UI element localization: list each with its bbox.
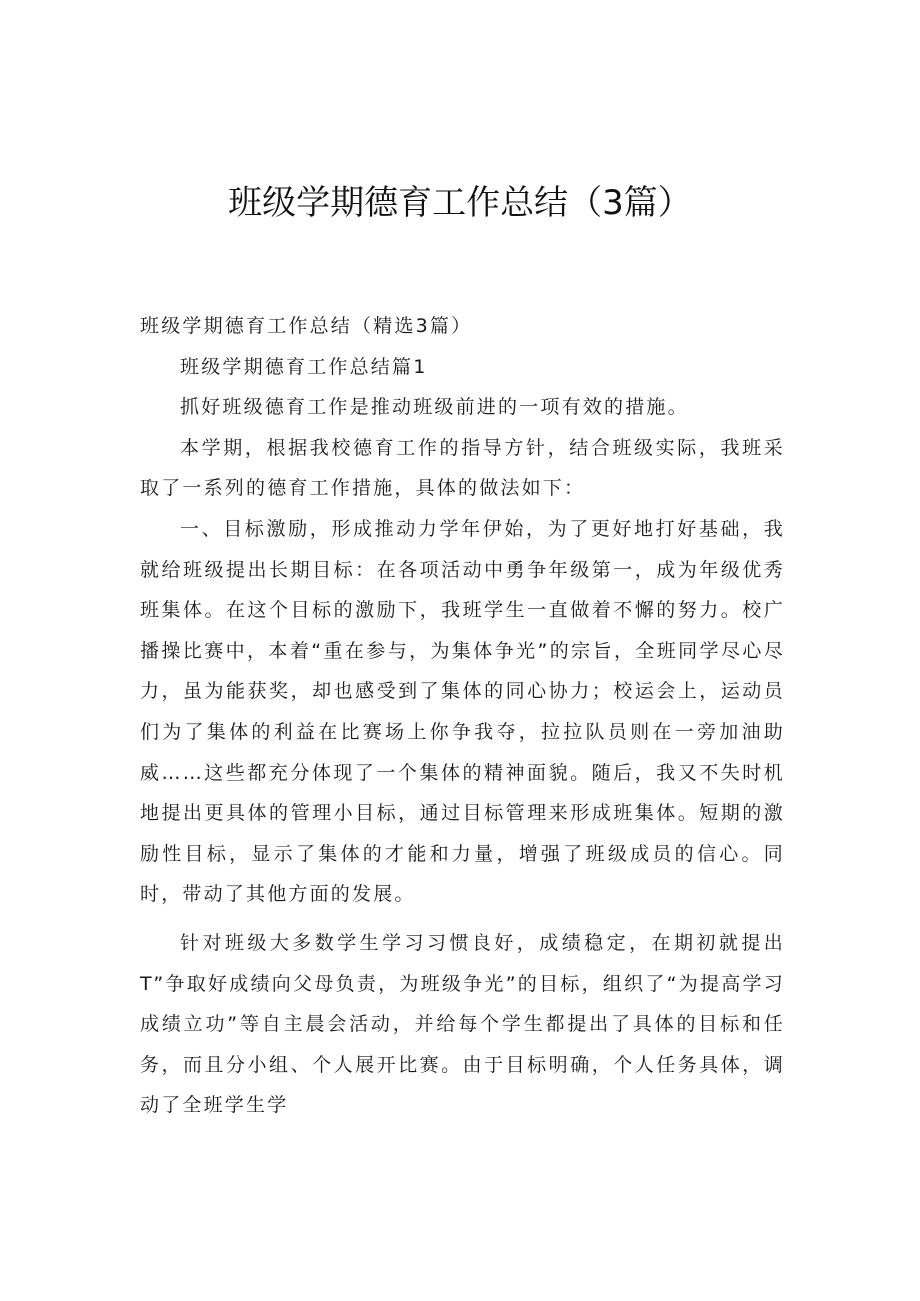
paragraph-subtitle: 班级学期德育工作总结（精选3篇） — [140, 315, 473, 337]
paragraph: 本学期，根据我校德育工作的指导方针，结合班级实际，我班采取了一系列的德育工作措施，具体的做法如下： — [140, 436, 785, 500]
paragraph-section-heading: 班级学期德育工作总结篇1 — [180, 355, 428, 378]
document-title: 班级学期德育工作总结（3篇） — [228, 182, 692, 223]
paragraph: 一、目标激励，形成推动力学年伊始，为了更好地打好基础，我就给班级提出长期目标：在各项活动中勇争年级第一，成为年级优秀班集体。在这个目标的激励下，我班学生一直做着不懈的努力。校广播操比赛中，本着“重在参与，为集体争光”的宗旨，全班同学尽心尽力，虽为能获奖，却也感受到了集体的同心协力；校运会上，运动员们为了集体的利益在比赛场上你争我夺，拉拉队员则在一旁加油助威……这些都充分体现了一个集体的精神面貌。随后，我又不失时机地提出更具体的管理小目标，通过目标管理来形成班集体。短期的激励性目标，显示了集体的才能和力量，增强了班级成员的信心。同时，带动了其他方面的发展。 — [140, 517, 785, 906]
paragraph: 抓好班级德育工作是推动班级前进的一项有效的措施。 — [180, 396, 689, 419]
document-body — [140, 306, 785, 1126]
paragraph: 针对班级大多数学生学习习惯良好，成绩稳定，在期初就提出T”争取好成绩向父母负责，为班级争光”的目标，组织了“为提高学习成绩立功”等自主晨会活动，并给每个学生都提出了具体的目标和任务，而且分小组、个人展开比赛。由于目标明确，个人任务具体，调动了全班学生学 — [140, 931, 785, 1117]
